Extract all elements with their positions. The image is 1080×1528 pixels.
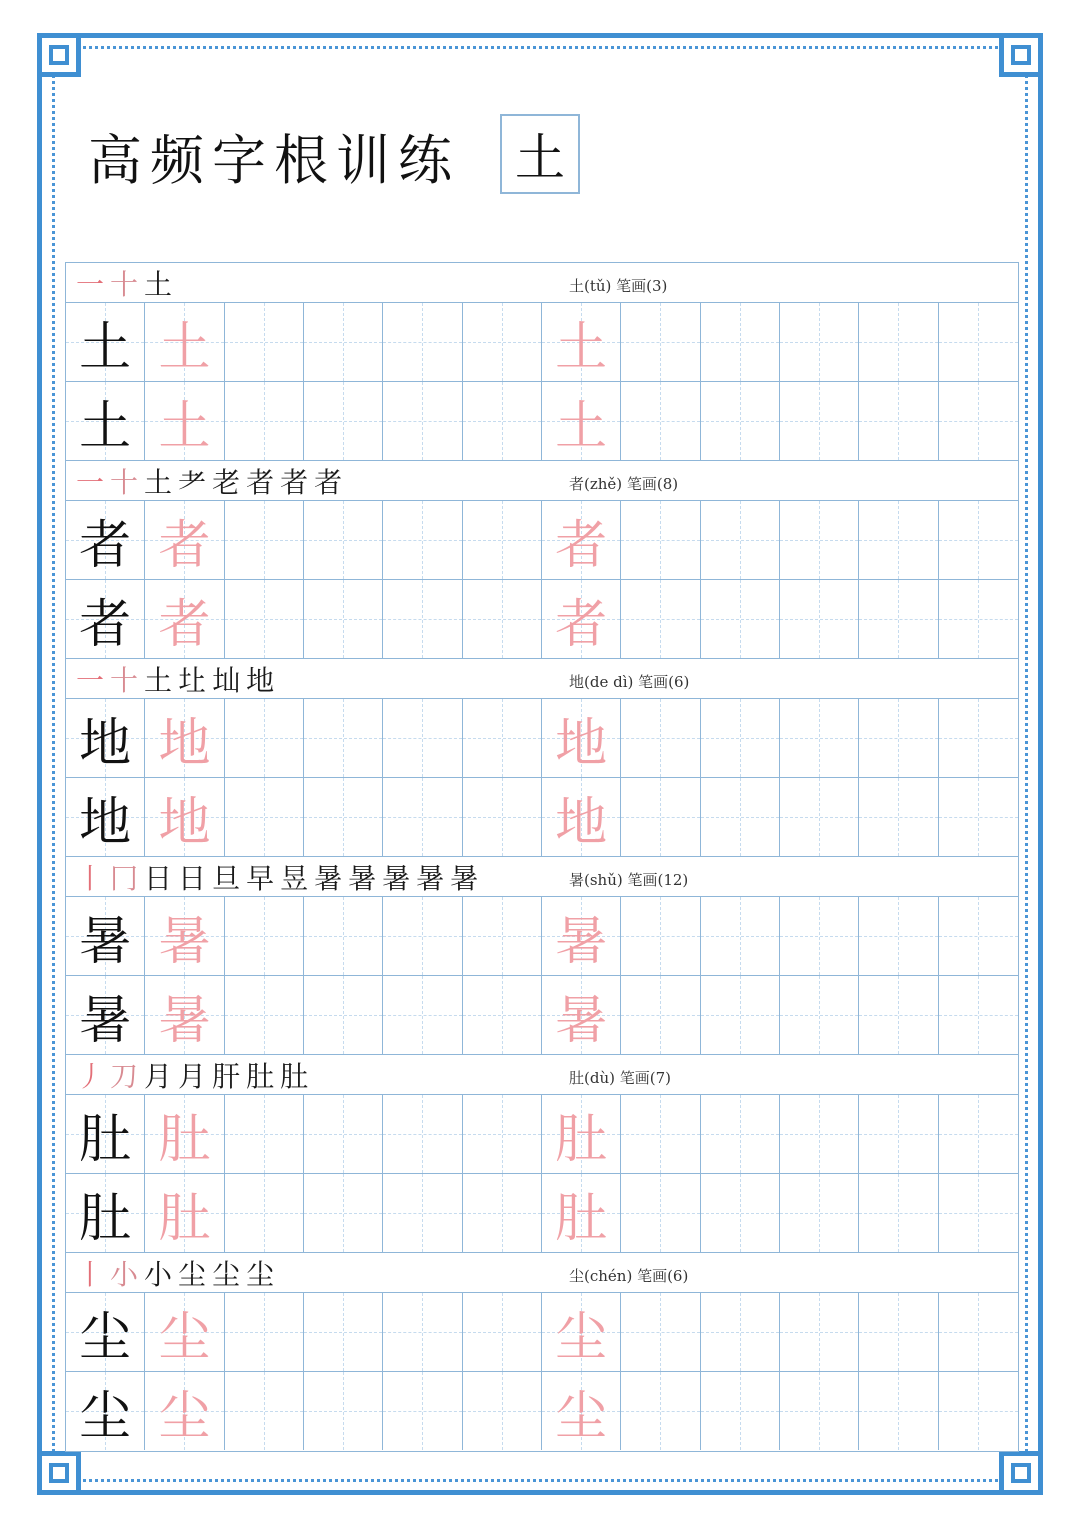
stroke-step: 昱 bbox=[280, 862, 309, 895]
tian-zi-cell[interactable] bbox=[225, 1095, 304, 1173]
tian-zi-cell[interactable] bbox=[225, 501, 304, 579]
tian-zi-cell[interactable] bbox=[780, 501, 859, 579]
tian-zi-cell[interactable] bbox=[621, 1372, 700, 1450]
tian-zi-cell[interactable] bbox=[621, 897, 700, 975]
tian-zi-cell[interactable] bbox=[66, 1293, 145, 1371]
practice-row bbox=[66, 580, 1018, 659]
tian-zi-cell[interactable] bbox=[542, 1372, 621, 1450]
stroke-step: 者 bbox=[246, 466, 275, 499]
tian-zi-cell[interactable] bbox=[383, 1095, 462, 1173]
tian-zi-cell[interactable] bbox=[66, 1095, 145, 1173]
tian-zi-cell[interactable] bbox=[225, 976, 304, 1054]
model-character: 暑 bbox=[79, 990, 132, 1051]
tian-zi-cell[interactable] bbox=[225, 1174, 304, 1252]
trace-character: 肚 bbox=[555, 1188, 608, 1249]
tian-zi-cell[interactable] bbox=[66, 501, 145, 579]
tian-zi-cell[interactable] bbox=[621, 1174, 700, 1252]
tian-zi-cell[interactable] bbox=[621, 1293, 700, 1371]
tian-zi-cell[interactable] bbox=[383, 699, 462, 777]
stroke-step: 者 bbox=[314, 466, 343, 499]
tian-zi-cell[interactable] bbox=[621, 778, 700, 856]
stroke-step: 肚 bbox=[246, 1060, 275, 1093]
tian-zi-cell[interactable] bbox=[383, 1372, 462, 1450]
practice-row bbox=[66, 699, 1018, 778]
stroke-sequence bbox=[76, 265, 172, 301]
pinyin-stroke-count: 者(zhě) 笔画(8) bbox=[569, 475, 679, 493]
trace-character: 暑 bbox=[158, 990, 211, 1051]
tian-zi-cell[interactable] bbox=[939, 778, 1018, 856]
tian-zi-cell[interactable] bbox=[701, 382, 780, 460]
tian-zi-cell[interactable] bbox=[701, 501, 780, 579]
stroke-step: 丨 bbox=[76, 862, 105, 895]
tian-zi-cell[interactable] bbox=[939, 303, 1018, 381]
tian-zi-cell[interactable] bbox=[383, 778, 462, 856]
tian-zi-cell[interactable] bbox=[463, 976, 542, 1054]
tian-zi-cell[interactable] bbox=[939, 897, 1018, 975]
stroke-step: 肚 bbox=[280, 1060, 309, 1093]
tian-zi-cell[interactable] bbox=[304, 1174, 383, 1252]
model-character: 土 bbox=[79, 396, 132, 457]
stroke-step: 丨 bbox=[76, 1258, 105, 1291]
trace-character: 土 bbox=[158, 317, 211, 378]
stroke-step: 尘 bbox=[246, 1258, 275, 1291]
radical-box: 土 bbox=[500, 114, 580, 194]
tian-zi-cell[interactable] bbox=[621, 976, 700, 1054]
tian-zi-cell[interactable] bbox=[780, 976, 859, 1054]
tian-zi-cell[interactable] bbox=[542, 1174, 621, 1252]
tian-zi-cell[interactable] bbox=[780, 1293, 859, 1371]
tian-zi-cell[interactable] bbox=[701, 1372, 780, 1450]
tian-zi-cell[interactable] bbox=[463, 1372, 542, 1450]
tian-zi-cell[interactable] bbox=[859, 580, 938, 658]
tian-zi-cell[interactable] bbox=[701, 303, 780, 381]
tian-zi-cell[interactable] bbox=[780, 897, 859, 975]
tian-zi-cell[interactable] bbox=[225, 1372, 304, 1450]
tian-zi-cell[interactable] bbox=[145, 897, 224, 975]
stroke-order-row bbox=[66, 1253, 1018, 1293]
stroke-step: 日 bbox=[144, 862, 173, 895]
stroke-step: 早 bbox=[246, 862, 275, 895]
tian-zi-cell[interactable] bbox=[145, 580, 224, 658]
tian-zi-cell[interactable] bbox=[463, 501, 542, 579]
tian-zi-cell[interactable] bbox=[859, 1174, 938, 1252]
corner-ornament-top-right bbox=[999, 33, 1043, 77]
character-block bbox=[66, 1055, 1018, 1253]
tian-zi-cell[interactable] bbox=[859, 1293, 938, 1371]
trace-character: 者 bbox=[158, 594, 211, 655]
pinyin-stroke-count: 尘(chén) 笔画(6) bbox=[569, 1267, 689, 1285]
stroke-order-row bbox=[66, 857, 1018, 897]
model-character: 暑 bbox=[79, 911, 132, 972]
tian-zi-cell[interactable] bbox=[621, 303, 700, 381]
tian-zi-cell[interactable] bbox=[66, 382, 145, 460]
stroke-step: 十 bbox=[110, 268, 139, 301]
tian-zi-cell[interactable] bbox=[621, 1095, 700, 1173]
character-block bbox=[66, 1253, 1018, 1451]
tian-zi-cell[interactable] bbox=[780, 699, 859, 777]
tian-zi-cell[interactable] bbox=[225, 897, 304, 975]
tian-zi-cell[interactable] bbox=[780, 1174, 859, 1252]
tian-zi-cell[interactable] bbox=[939, 1095, 1018, 1173]
practice-sheet bbox=[65, 262, 1019, 1452]
tian-zi-cell[interactable] bbox=[66, 303, 145, 381]
corner-ornament-bottom-left bbox=[37, 1451, 81, 1495]
character-block bbox=[66, 857, 1018, 1055]
stroke-step: 小 bbox=[144, 1258, 173, 1291]
stroke-step: 月 bbox=[178, 1060, 207, 1093]
tian-zi-cell[interactable] bbox=[542, 580, 621, 658]
tian-zi-cell[interactable] bbox=[304, 382, 383, 460]
tian-zi-cell[interactable] bbox=[304, 976, 383, 1054]
tian-zi-cell[interactable] bbox=[66, 778, 145, 856]
stroke-step: 丿 bbox=[76, 1060, 105, 1093]
practice-row bbox=[66, 1095, 1018, 1174]
trace-character: 地 bbox=[158, 713, 211, 774]
tian-zi-cell[interactable] bbox=[859, 897, 938, 975]
tian-zi-cell[interactable] bbox=[383, 897, 462, 975]
tian-zi-cell[interactable] bbox=[542, 382, 621, 460]
stroke-step: 土 bbox=[144, 268, 173, 301]
tian-zi-cell[interactable] bbox=[463, 303, 542, 381]
trace-character: 尘 bbox=[555, 1386, 608, 1447]
stroke-step: 土 bbox=[144, 466, 173, 499]
pinyin-stroke-count: 暑(shǔ) 笔画(12) bbox=[569, 871, 689, 889]
character-block bbox=[66, 659, 1018, 857]
trace-character: 暑 bbox=[555, 990, 608, 1051]
tian-zi-cell[interactable] bbox=[939, 501, 1018, 579]
tian-zi-cell[interactable] bbox=[145, 303, 224, 381]
stroke-step: 肝 bbox=[212, 1060, 241, 1093]
tian-zi-cell[interactable] bbox=[383, 1293, 462, 1371]
stroke-step: 暑 bbox=[314, 862, 343, 895]
practice-row bbox=[66, 897, 1018, 976]
tian-zi-cell[interactable] bbox=[701, 1095, 780, 1173]
trace-character: 地 bbox=[555, 792, 608, 853]
corner-ornament-bottom-right bbox=[999, 1451, 1043, 1495]
trace-character: 尘 bbox=[158, 1307, 211, 1368]
stroke-step: 老 bbox=[212, 466, 241, 499]
stroke-order-row bbox=[66, 659, 1018, 699]
tian-zi-cell[interactable] bbox=[542, 699, 621, 777]
stroke-step: 十 bbox=[110, 664, 139, 697]
tian-zi-cell[interactable] bbox=[304, 1095, 383, 1173]
practice-row bbox=[66, 1293, 1018, 1372]
tian-zi-cell[interactable] bbox=[66, 699, 145, 777]
tian-zi-cell[interactable] bbox=[304, 778, 383, 856]
stroke-step: 暑 bbox=[416, 862, 445, 895]
tian-zi-cell[interactable] bbox=[701, 897, 780, 975]
trace-character: 者 bbox=[555, 515, 608, 576]
tian-zi-cell[interactable] bbox=[383, 303, 462, 381]
trace-character: 土 bbox=[555, 396, 608, 457]
tian-zi-cell[interactable] bbox=[145, 699, 224, 777]
trace-character: 肚 bbox=[555, 1109, 608, 1170]
tian-zi-cell[interactable] bbox=[66, 1372, 145, 1450]
trace-character: 者 bbox=[555, 594, 608, 655]
tian-zi-cell[interactable] bbox=[780, 303, 859, 381]
tian-zi-cell[interactable] bbox=[780, 1095, 859, 1173]
tian-zi-cell[interactable] bbox=[701, 1293, 780, 1371]
pinyin-stroke-count: 肚(dù) 笔画(7) bbox=[569, 1069, 671, 1087]
tian-zi-cell[interactable] bbox=[66, 580, 145, 658]
trace-character: 肚 bbox=[158, 1109, 211, 1170]
tian-zi-cell[interactable] bbox=[859, 382, 938, 460]
tian-zi-cell[interactable] bbox=[701, 1174, 780, 1252]
trace-character: 尘 bbox=[158, 1386, 211, 1447]
practice-row bbox=[66, 303, 1018, 382]
stroke-step: 日 bbox=[178, 862, 207, 895]
model-character: 肚 bbox=[79, 1109, 132, 1170]
stroke-step: 小 bbox=[110, 1258, 139, 1291]
pinyin-stroke-count: 地(de dì) 笔画(6) bbox=[569, 673, 690, 691]
tian-zi-cell[interactable] bbox=[621, 699, 700, 777]
trace-character: 土 bbox=[158, 396, 211, 457]
tian-zi-cell[interactable] bbox=[859, 778, 938, 856]
stroke-step: 月 bbox=[144, 1060, 173, 1093]
tian-zi-cell[interactable] bbox=[145, 1372, 224, 1450]
model-character: 地 bbox=[79, 713, 132, 774]
model-character: 尘 bbox=[79, 1386, 132, 1447]
practice-row bbox=[66, 1372, 1018, 1451]
stroke-step: 一 bbox=[76, 268, 105, 301]
tian-zi-cell[interactable] bbox=[225, 1293, 304, 1371]
tian-zi-cell[interactable] bbox=[701, 976, 780, 1054]
practice-row bbox=[66, 501, 1018, 580]
stroke-sequence bbox=[76, 859, 478, 895]
tian-zi-cell[interactable] bbox=[859, 303, 938, 381]
tian-zi-cell[interactable] bbox=[621, 580, 700, 658]
character-block bbox=[66, 263, 1018, 461]
tian-zi-cell[interactable] bbox=[780, 1372, 859, 1450]
tian-zi-cell[interactable] bbox=[145, 382, 224, 460]
tian-zi-cell[interactable] bbox=[939, 976, 1018, 1054]
stroke-step: 圵 bbox=[178, 664, 207, 697]
stroke-step: 暑 bbox=[348, 862, 377, 895]
tian-zi-cell[interactable] bbox=[859, 976, 938, 1054]
tian-zi-cell[interactable] bbox=[542, 501, 621, 579]
model-character: 土 bbox=[79, 317, 132, 378]
tian-zi-cell[interactable] bbox=[463, 778, 542, 856]
model-character: 肚 bbox=[79, 1188, 132, 1249]
tian-zi-cell[interactable] bbox=[859, 699, 938, 777]
practice-row bbox=[66, 778, 1018, 857]
tian-zi-cell[interactable] bbox=[542, 1293, 621, 1371]
tian-zi-cell[interactable] bbox=[66, 1174, 145, 1252]
tian-zi-cell[interactable] bbox=[145, 1174, 224, 1252]
practice-row bbox=[66, 976, 1018, 1055]
tian-zi-cell[interactable] bbox=[939, 1174, 1018, 1252]
tian-zi-cell[interactable] bbox=[701, 778, 780, 856]
model-character: 者 bbox=[79, 594, 132, 655]
tian-zi-cell[interactable] bbox=[225, 382, 304, 460]
tian-zi-cell[interactable] bbox=[225, 303, 304, 381]
tian-zi-cell[interactable] bbox=[621, 382, 700, 460]
tian-zi-cell[interactable] bbox=[542, 976, 621, 1054]
tian-zi-cell[interactable] bbox=[304, 699, 383, 777]
tian-zi-cell[interactable] bbox=[225, 778, 304, 856]
character-block bbox=[66, 461, 1018, 659]
stroke-step: 暑 bbox=[450, 862, 479, 895]
stroke-step: 刀 bbox=[110, 1060, 139, 1093]
tian-zi-cell[interactable] bbox=[463, 897, 542, 975]
tian-zi-cell[interactable] bbox=[145, 1095, 224, 1173]
tian-zi-cell[interactable] bbox=[780, 580, 859, 658]
tian-zi-cell[interactable] bbox=[939, 1372, 1018, 1450]
trace-character: 地 bbox=[158, 792, 211, 853]
stroke-step: 一 bbox=[76, 466, 105, 499]
stroke-step: 一 bbox=[76, 664, 105, 697]
tian-zi-cell[interactable] bbox=[463, 580, 542, 658]
tian-zi-cell[interactable] bbox=[463, 382, 542, 460]
tian-zi-cell[interactable] bbox=[701, 699, 780, 777]
tian-zi-cell[interactable] bbox=[859, 501, 938, 579]
stroke-sequence bbox=[76, 661, 274, 697]
tian-zi-cell[interactable] bbox=[304, 303, 383, 381]
tian-zi-cell[interactable] bbox=[66, 976, 145, 1054]
tian-zi-cell[interactable] bbox=[463, 699, 542, 777]
model-character: 地 bbox=[79, 792, 132, 853]
model-character: 者 bbox=[79, 515, 132, 576]
tian-zi-cell[interactable] bbox=[145, 976, 224, 1054]
tian-zi-cell[interactable] bbox=[701, 580, 780, 658]
tian-zi-cell[interactable] bbox=[304, 1372, 383, 1450]
tian-zi-cell[interactable] bbox=[939, 1293, 1018, 1371]
stroke-sequence bbox=[76, 1255, 274, 1291]
tian-zi-cell[interactable] bbox=[383, 501, 462, 579]
stroke-step: 旦 bbox=[212, 862, 241, 895]
tian-zi-cell[interactable] bbox=[542, 778, 621, 856]
tian-zi-cell[interactable] bbox=[859, 1372, 938, 1450]
tian-zi-cell[interactable] bbox=[780, 778, 859, 856]
stroke-order-row bbox=[66, 263, 1018, 303]
stroke-sequence bbox=[76, 463, 342, 499]
stroke-sequence bbox=[76, 1057, 308, 1093]
practice-row bbox=[66, 1174, 1018, 1253]
pinyin-stroke-count: 土(tǔ) 笔画(3) bbox=[569, 277, 668, 295]
stroke-step: 暑 bbox=[382, 862, 411, 895]
tian-zi-cell[interactable] bbox=[304, 1293, 383, 1371]
tian-zi-cell[interactable] bbox=[145, 501, 224, 579]
tian-zi-cell[interactable] bbox=[621, 501, 700, 579]
tian-zi-cell[interactable] bbox=[780, 382, 859, 460]
model-character: 尘 bbox=[79, 1307, 132, 1368]
tian-zi-cell[interactable] bbox=[383, 382, 462, 460]
trace-character: 肚 bbox=[158, 1188, 211, 1249]
stroke-step: 尘 bbox=[178, 1258, 207, 1291]
stroke-step: 十 bbox=[110, 466, 139, 499]
trace-character: 暑 bbox=[555, 911, 608, 972]
tian-zi-cell[interactable] bbox=[225, 580, 304, 658]
tian-zi-cell[interactable] bbox=[145, 778, 224, 856]
stroke-step: 冂 bbox=[110, 862, 139, 895]
tian-zi-cell[interactable] bbox=[859, 1095, 938, 1173]
tian-zi-cell[interactable] bbox=[66, 897, 145, 975]
practice-row bbox=[66, 382, 1018, 461]
tian-zi-cell[interactable] bbox=[542, 1095, 621, 1173]
trace-character: 尘 bbox=[555, 1307, 608, 1368]
stroke-order-row bbox=[66, 1055, 1018, 1095]
trace-character: 暑 bbox=[158, 911, 211, 972]
tian-zi-cell[interactable] bbox=[939, 699, 1018, 777]
tian-zi-cell[interactable] bbox=[463, 1095, 542, 1173]
tian-zi-cell[interactable] bbox=[304, 501, 383, 579]
stroke-step: 地 bbox=[246, 664, 275, 697]
tian-zi-cell[interactable] bbox=[304, 897, 383, 975]
stroke-order-row bbox=[66, 461, 1018, 501]
trace-character: 土 bbox=[555, 317, 608, 378]
tian-zi-cell[interactable] bbox=[939, 580, 1018, 658]
tian-zi-cell[interactable] bbox=[463, 1293, 542, 1371]
tian-zi-cell[interactable] bbox=[383, 580, 462, 658]
tian-zi-cell[interactable] bbox=[145, 1293, 224, 1371]
stroke-step: 圸 bbox=[212, 664, 241, 697]
tian-zi-cell[interactable] bbox=[383, 976, 462, 1054]
tian-zi-cell[interactable] bbox=[304, 580, 383, 658]
stroke-step: 耂 bbox=[178, 466, 207, 499]
trace-character: 者 bbox=[158, 515, 211, 576]
stroke-step: 尘 bbox=[212, 1258, 241, 1291]
tian-zi-cell[interactable] bbox=[225, 699, 304, 777]
tian-zi-cell[interactable] bbox=[463, 1174, 542, 1252]
stroke-step: 者 bbox=[280, 466, 309, 499]
tian-zi-cell[interactable] bbox=[383, 1174, 462, 1252]
tian-zi-cell[interactable] bbox=[939, 382, 1018, 460]
page-title: 高频字根训练 bbox=[88, 129, 460, 192]
corner-ornament-top-left bbox=[37, 33, 81, 77]
tian-zi-cell[interactable] bbox=[542, 897, 621, 975]
stroke-step: 土 bbox=[144, 664, 173, 697]
trace-character: 地 bbox=[555, 713, 608, 774]
tian-zi-cell[interactable] bbox=[542, 303, 621, 381]
